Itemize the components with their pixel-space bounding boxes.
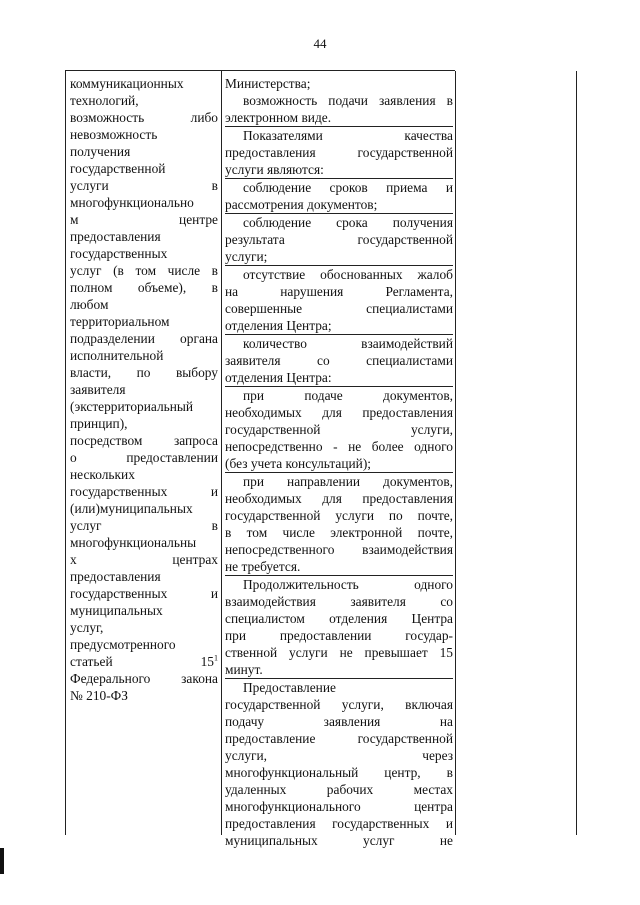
text-line — [70, 551, 218, 568]
text-line — [70, 636, 218, 653]
line-text: услуг, — [70, 620, 104, 635]
text-line — [70, 245, 218, 262]
text-line — [70, 534, 218, 551]
line-text: муниципальных — [70, 603, 163, 618]
line-text: (без учета консультаций); — [225, 456, 371, 471]
text-line — [225, 764, 453, 781]
line-text: Продолжительность одного — [243, 577, 453, 592]
scan-margin-mark — [0, 848, 4, 874]
line-text: заявителя со специалистами — [225, 353, 453, 368]
line-text: полном объеме), в — [70, 280, 218, 295]
line-text: необходимых для предоставления — [225, 405, 453, 420]
text-line — [70, 500, 218, 517]
line-text: на нарушения Регламента, — [225, 284, 453, 299]
line-text: рассмотрения документов; — [225, 197, 378, 212]
line-text: предоставления государственной — [225, 145, 453, 160]
line-text: результата государственной — [225, 232, 453, 247]
line-text: нескольких — [70, 467, 135, 482]
line-text: взаимодействия заявителя со — [225, 594, 453, 609]
line-text: предоставления — [70, 229, 161, 244]
text-line — [70, 466, 218, 483]
text-line — [225, 610, 453, 627]
text-line — [225, 593, 453, 610]
line-text: минут. — [225, 662, 263, 677]
page-number: 44 — [313, 36, 327, 51]
line-text: посредством запроса — [70, 433, 218, 448]
line-text: статьей 15 — [70, 654, 214, 669]
text-line — [70, 330, 218, 347]
column-1-text — [66, 75, 221, 704]
line-text: при подаче документов, — [243, 388, 453, 403]
line-text: Показателями качества — [243, 128, 453, 143]
line-text: государственных и — [70, 484, 218, 499]
text-line — [70, 653, 218, 670]
text-line — [225, 747, 453, 764]
line-text: электронном виде. — [225, 110, 332, 125]
text-line — [225, 541, 453, 558]
line-text: государственной услуги по почте, — [225, 508, 453, 523]
line-text: отсутствие обоснованных жалоб — [243, 267, 453, 282]
text-line — [70, 143, 218, 160]
line-text: территориальном — [70, 314, 170, 329]
text-line — [225, 248, 453, 265]
text-line — [70, 398, 218, 415]
text-line — [70, 279, 218, 296]
text-line — [225, 490, 453, 507]
line-text: Предоставление — [243, 680, 336, 695]
table-column-2 — [222, 71, 456, 848]
text-line — [225, 335, 453, 352]
line-text: многофункционально — [70, 195, 194, 210]
line-text: непосредственного взаимодействия — [225, 542, 453, 557]
line-text: услуги; — [225, 249, 268, 264]
line-text: услуги в — [70, 178, 218, 193]
text-line — [225, 455, 453, 472]
line-text: муниципальных услуг не — [225, 833, 453, 848]
line-text: государственной — [70, 161, 166, 176]
document-table — [65, 70, 455, 848]
text-line — [70, 177, 218, 194]
line-text: соблюдение сроков приема и — [243, 180, 453, 195]
line-text: технологий, — [70, 93, 139, 108]
line-text: необходимых для предоставления — [225, 491, 453, 506]
text-line — [225, 832, 453, 849]
text-line — [225, 798, 453, 815]
line-text: исполнительной — [70, 348, 164, 363]
text-line — [225, 524, 453, 541]
text-line — [225, 266, 453, 283]
text-line — [225, 661, 453, 678]
text-line — [70, 75, 218, 92]
line-text: государственных — [70, 246, 168, 261]
line-text: Федерального закона — [70, 671, 218, 686]
text-line — [225, 231, 453, 248]
text-line — [70, 296, 218, 313]
line-text: (или)муниципальных — [70, 501, 193, 516]
text-line — [225, 644, 453, 661]
text-line — [225, 507, 453, 524]
line-text: невозможность — [70, 127, 158, 142]
line-text: совершенные специалистами — [225, 301, 453, 316]
line-text: непосредственно - не более одного — [225, 439, 453, 454]
text-line — [70, 347, 218, 364]
text-line — [225, 300, 453, 317]
text-line — [70, 483, 218, 500]
text-line — [225, 558, 453, 575]
line-text: многофункционального центра — [225, 799, 453, 814]
line-text: услуг в — [70, 518, 218, 533]
column-2-text — [222, 75, 455, 849]
text-line — [70, 211, 218, 228]
line-text: удаленных рабочих местах — [225, 782, 453, 797]
line-text: (экстерриториальный — [70, 399, 194, 414]
table-column-1 — [66, 71, 222, 835]
line-text: возможность подачи заявления в — [243, 93, 453, 108]
text-line — [70, 92, 218, 109]
text-line — [70, 228, 218, 245]
line-text: отделения Центра; — [225, 318, 332, 333]
line-text: при предоставлении государ- — [225, 628, 453, 643]
text-line — [70, 160, 218, 177]
text-line — [225, 713, 453, 730]
text-line — [70, 585, 218, 602]
text-line — [225, 815, 453, 832]
line-text: государственных и — [70, 586, 218, 601]
text-line — [70, 109, 218, 126]
text-line — [70, 381, 218, 398]
text-line — [70, 364, 218, 381]
line-text: не требуется. — [225, 559, 301, 574]
text-line — [70, 432, 218, 449]
text-line — [225, 196, 453, 213]
text-line — [225, 283, 453, 300]
line-text: подразделении органа — [70, 331, 218, 346]
line-text: заявителя — [70, 382, 126, 397]
line-text: услуги являются: — [225, 162, 324, 177]
table-column-3 — [456, 71, 577, 835]
line-text: предусмотренного — [70, 637, 176, 652]
text-line — [70, 602, 218, 619]
line-text: х центрах — [70, 552, 218, 567]
text-line — [225, 75, 453, 92]
line-text: принцип), — [70, 416, 128, 431]
text-line — [70, 262, 218, 279]
text-line — [225, 627, 453, 644]
line-text: ственной услуги не превышает 15 — [225, 645, 453, 660]
text-line — [225, 109, 453, 126]
text-line — [225, 438, 453, 455]
line-text: специалистом отделения Центра — [225, 611, 453, 626]
superscript: 1 — [214, 653, 218, 663]
line-text: соблюдение срока получения — [243, 215, 453, 230]
text-line — [225, 730, 453, 747]
text-line — [225, 404, 453, 421]
text-line — [225, 387, 453, 404]
text-line — [70, 194, 218, 211]
text-line — [70, 415, 218, 432]
line-text: количество взаимодействий — [243, 336, 453, 351]
text-line — [225, 92, 453, 109]
text-line — [225, 161, 453, 178]
line-text: м центре — [70, 212, 218, 227]
line-text: отделения Центра: — [225, 370, 332, 385]
line-text: коммуникационных — [70, 76, 184, 91]
line-text: подачу заявления на — [225, 714, 453, 729]
text-line — [225, 679, 453, 696]
text-line — [225, 473, 453, 490]
line-text: предоставление государственной — [225, 731, 453, 746]
text-line — [225, 179, 453, 196]
line-text: услуги, через — [225, 748, 453, 763]
text-line — [225, 421, 453, 438]
line-text: о предоставлении — [70, 450, 218, 465]
text-line — [70, 126, 218, 143]
line-text: Министерства; — [225, 76, 311, 91]
text-line — [70, 670, 218, 687]
line-text: получения — [70, 144, 131, 159]
line-text: любом — [70, 297, 109, 312]
line-text: возможность либо — [70, 110, 218, 125]
line-text: власти, по выбору — [70, 365, 218, 380]
text-line — [225, 576, 453, 593]
text-line — [70, 619, 218, 636]
line-text: предоставления — [70, 569, 161, 584]
text-line — [70, 313, 218, 330]
text-line — [225, 696, 453, 713]
line-text: государственной услуги, — [225, 422, 453, 437]
line-text: предоставления государственных и — [225, 816, 453, 831]
line-text: при направлении документов, — [243, 474, 453, 489]
text-line — [225, 214, 453, 231]
line-text: многофункциональный центр, в — [225, 765, 453, 780]
text-line — [70, 568, 218, 585]
line-text: № 210-ФЗ — [70, 688, 128, 703]
text-line — [225, 144, 453, 161]
text-line — [70, 687, 218, 704]
text-line — [225, 781, 453, 798]
text-line — [225, 369, 453, 386]
line-text: государственной услуги, включая — [225, 697, 453, 712]
text-line — [225, 317, 453, 334]
line-text: в том числе электронной почте, — [225, 525, 453, 540]
line-text: услуг (в том числе в — [70, 263, 218, 278]
text-line — [225, 127, 453, 144]
line-text: многофункциональны — [70, 535, 197, 550]
text-line — [70, 449, 218, 466]
text-line — [70, 517, 218, 534]
text-line — [225, 352, 453, 369]
